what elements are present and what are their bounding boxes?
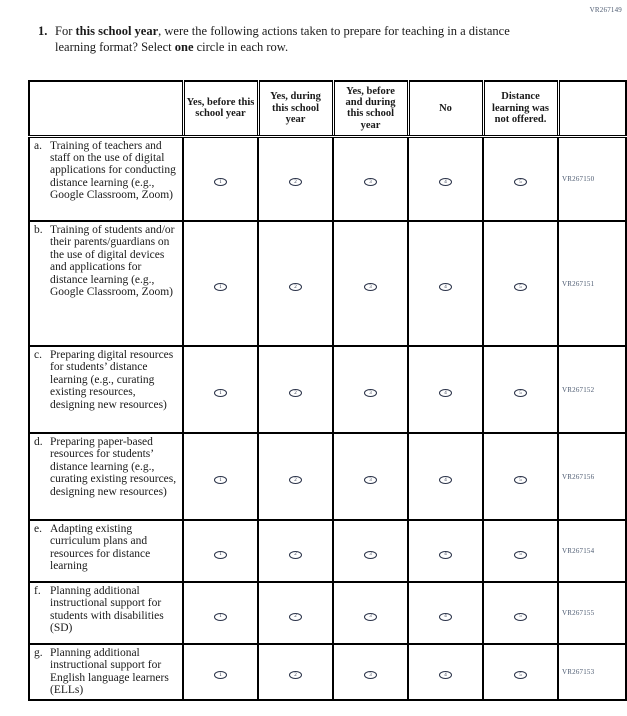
row-code: VR267154	[558, 520, 626, 582]
option-cell-yes-before	[183, 582, 258, 644]
radio-oval[interactable]: 4	[439, 551, 452, 559]
radio-oval[interactable]: 3	[364, 476, 377, 484]
row-letter: e.	[34, 523, 42, 535]
option-cell-yes-during	[258, 644, 333, 700]
row-label: Planning additional instructional support for students with disabilities (SD)	[50, 585, 164, 635]
row-code: VR267150	[558, 136, 626, 221]
question-text	[55, 23, 521, 55]
row-label: Preparing paper-based resources for students’ distance learning (e.g., curating existing resources, designing new resources)	[50, 436, 177, 498]
option-cell-yes-before	[183, 644, 258, 700]
option-cell-yes-before	[183, 433, 258, 520]
radio-oval[interactable]: 5	[514, 671, 527, 679]
radio-oval[interactable]: 4	[439, 178, 452, 186]
table-row	[29, 346, 626, 433]
radio-oval[interactable]: 3	[364, 671, 377, 679]
row-label: Training of teachers and staff on the use of digital applications for conducting distance learning (e.g., Google Classroom, Zoom)	[50, 139, 176, 202]
header-yes-during: Yes, during this school year	[258, 81, 333, 136]
radio-oval[interactable]: 2	[289, 671, 302, 679]
row-label-cell	[29, 221, 183, 346]
table-row	[29, 433, 626, 520]
radio-oval[interactable]: 5	[514, 389, 527, 397]
response-matrix-table	[28, 80, 627, 701]
radio-oval[interactable]: 3	[364, 551, 377, 559]
question-number: 1.	[38, 24, 48, 38]
radio-oval[interactable]: 1	[214, 389, 227, 397]
header-stub-cell	[29, 81, 183, 136]
row-letter: g.	[34, 647, 43, 659]
row-code: VR267156	[558, 433, 626, 520]
table-row	[29, 221, 626, 346]
option-cell-no	[408, 221, 483, 346]
option-cell-no	[408, 136, 483, 221]
radio-oval[interactable]: 4	[439, 283, 452, 291]
radio-oval[interactable]: 1	[214, 476, 227, 484]
option-cell-not-offered	[483, 346, 558, 433]
page-code: VR267149	[589, 6, 622, 14]
option-cell-not-offered	[483, 433, 558, 520]
option-cell-yes-before-and-during	[333, 433, 408, 520]
option-cell-yes-during	[258, 433, 333, 520]
option-cell-yes-before	[183, 221, 258, 346]
radio-oval[interactable]: 2	[289, 476, 302, 484]
option-cell-yes-before	[183, 520, 258, 582]
row-label-cell	[29, 136, 183, 221]
row-letter: f.	[34, 585, 41, 597]
question-seg: For	[55, 24, 76, 38]
option-cell-not-offered	[483, 136, 558, 221]
header-code-cell	[558, 81, 626, 136]
question-seg: circle in each row.	[193, 40, 289, 54]
radio-oval[interactable]: 1	[214, 671, 227, 679]
option-cell-not-offered	[483, 520, 558, 582]
table-row	[29, 582, 626, 644]
option-cell-no	[408, 520, 483, 582]
row-label-cell	[29, 644, 183, 700]
option-cell-yes-during	[258, 346, 333, 433]
header-no: No	[408, 81, 483, 136]
row-label-cell	[29, 433, 183, 520]
option-cell-yes-before-and-during	[333, 221, 408, 346]
question-seg-bold: this school year	[75, 24, 159, 38]
radio-oval[interactable]: 3	[364, 283, 377, 291]
option-cell-no	[408, 433, 483, 520]
option-cell-yes-before	[183, 136, 258, 221]
option-cell-yes-during	[258, 221, 333, 346]
option-cell-yes-before-and-during	[333, 346, 408, 433]
radio-oval[interactable]: 4	[439, 671, 452, 679]
row-letter: b.	[34, 224, 43, 236]
row-letter: d.	[34, 436, 43, 448]
radio-oval[interactable]: 5	[514, 551, 527, 559]
option-cell-not-offered	[483, 582, 558, 644]
option-cell-yes-during	[258, 136, 333, 221]
radio-oval[interactable]: 2	[289, 283, 302, 291]
option-cell-not-offered	[483, 221, 558, 346]
table-body	[29, 136, 626, 700]
option-cell-yes-before-and-during	[333, 582, 408, 644]
row-label-cell	[29, 346, 183, 433]
row-label: Training of students and/or their parents/guardians on the use of digital devices and applications for distance learning (e.g., Google Classroom, Zoom)	[50, 224, 175, 299]
row-code: VR267152	[558, 346, 626, 433]
row-label: Adapting existing curriculum plans and resources for distance learning	[50, 523, 151, 573]
option-cell-no	[408, 582, 483, 644]
row-code: VR267153	[558, 644, 626, 700]
option-cell-yes-during	[258, 582, 333, 644]
row-label: Planning additional instructional support for English language learners (ELLs)	[50, 647, 169, 697]
option-cell-no	[408, 346, 483, 433]
radio-oval[interactable]: 4	[439, 389, 452, 397]
option-cell-yes-before-and-during	[333, 644, 408, 700]
header-yes-before: Yes, before this school year	[183, 81, 258, 136]
question-seg: , were the following actions taken to prepare for teaching in a distance learning format? Select	[55, 24, 510, 54]
option-cell-yes-before	[183, 346, 258, 433]
radio-oval[interactable]: 2	[289, 389, 302, 397]
radio-oval[interactable]: 1	[214, 551, 227, 559]
radio-oval[interactable]: 4	[439, 476, 452, 484]
row-label-cell	[29, 582, 183, 644]
header-yes-before-and-during: Yes, before and during this school year	[333, 81, 408, 136]
question-1	[38, 23, 528, 55]
option-cell-no	[408, 644, 483, 700]
option-cell-yes-before-and-during	[333, 136, 408, 221]
radio-oval[interactable]: 2	[289, 178, 302, 186]
option-cell-yes-during	[258, 520, 333, 582]
row-code: VR267151	[558, 221, 626, 346]
row-letter: a.	[34, 139, 42, 152]
radio-oval[interactable]: 5	[514, 283, 527, 291]
option-cell-not-offered	[483, 644, 558, 700]
table-row	[29, 644, 626, 700]
header-row	[29, 81, 626, 136]
radio-oval[interactable]: 5	[514, 476, 527, 484]
radio-oval[interactable]: 5	[514, 613, 527, 621]
radio-oval[interactable]: 3	[364, 178, 377, 186]
question-seg-bold: one	[174, 40, 194, 54]
table-row	[29, 136, 626, 221]
row-label-cell	[29, 520, 183, 582]
option-cell-yes-before-and-during	[333, 520, 408, 582]
row-label: Preparing digital resources for students’ distance learning (e.g., curating existing resources, designing new resources)	[50, 349, 174, 411]
header-not-offered: Distance learning was not offered.	[483, 81, 558, 136]
row-code: VR267155	[558, 582, 626, 644]
radio-oval[interactable]: 2	[289, 551, 302, 559]
row-letter: c.	[34, 349, 42, 361]
table-row	[29, 520, 626, 582]
radio-oval[interactable]: 3	[364, 613, 377, 621]
radio-oval[interactable]: 5	[514, 178, 527, 186]
radio-oval[interactable]: 1	[214, 178, 227, 186]
radio-oval[interactable]: 1	[214, 283, 227, 291]
radio-oval[interactable]: 4	[439, 613, 452, 621]
radio-oval[interactable]: 2	[289, 613, 302, 621]
radio-oval[interactable]: 1	[214, 613, 227, 621]
radio-oval[interactable]: 3	[364, 389, 377, 397]
